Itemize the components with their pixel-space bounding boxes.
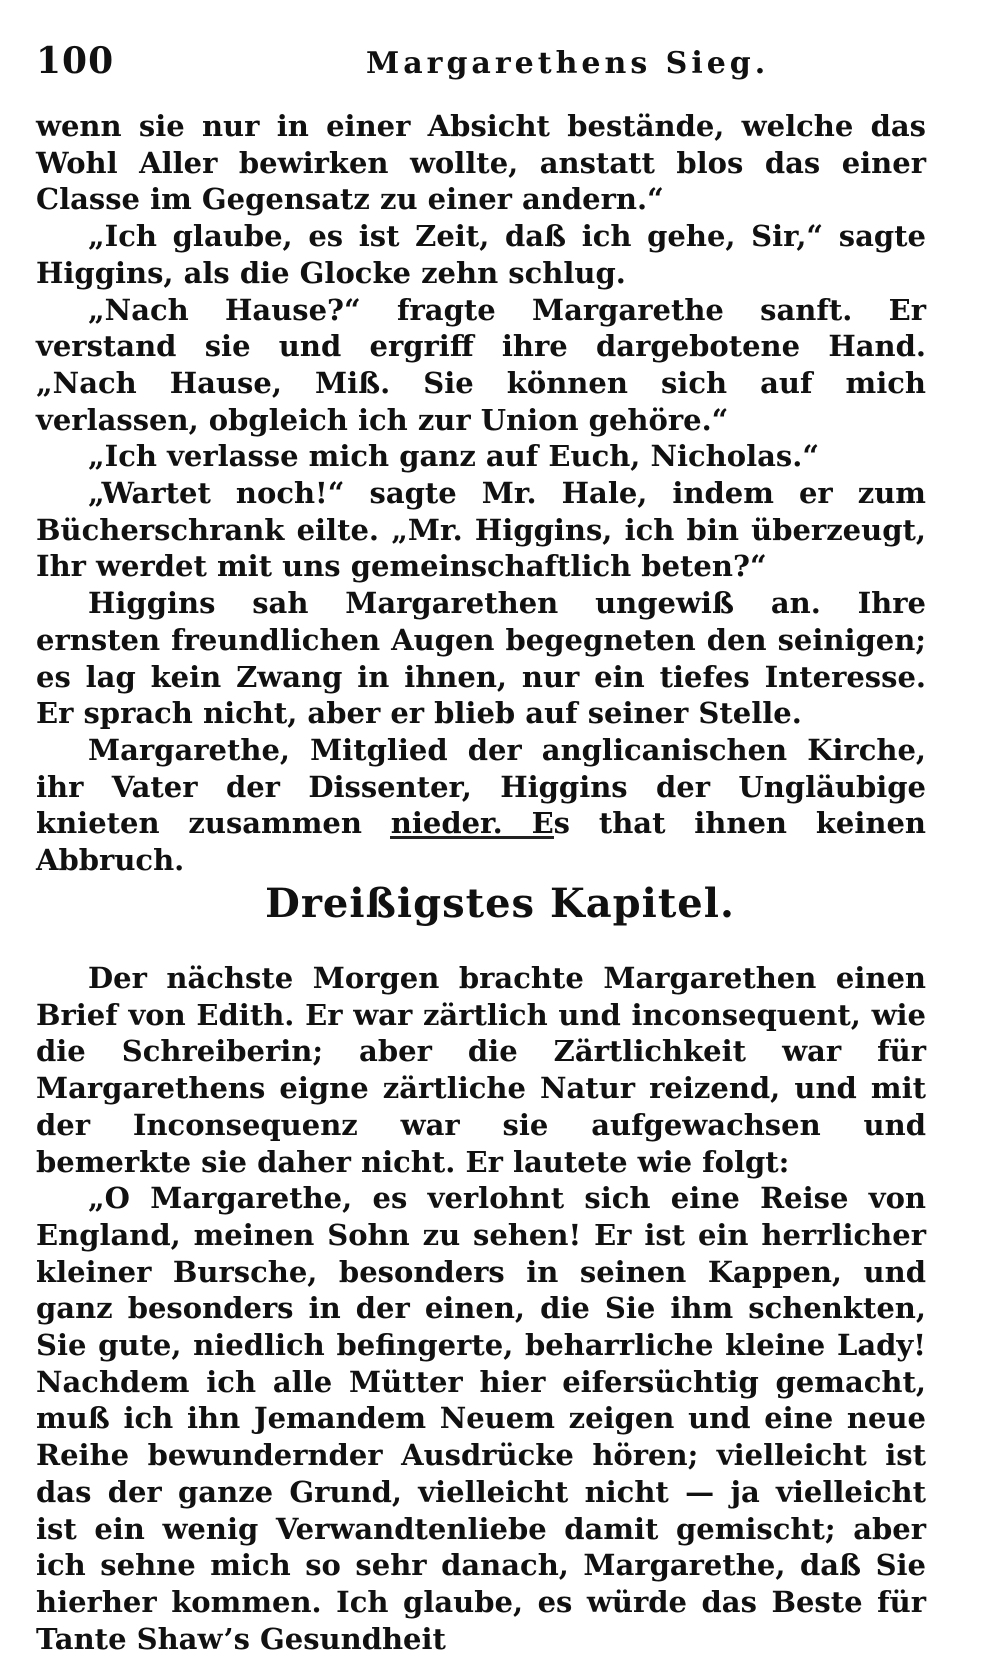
paragraph: Der nächste Morgen brachte Margarethen einen Brief von Edith. Er war zärtlich und inconsequent, wie die Schreiberin; aber die Zärtlichkeit war für Margarethens eigne zärtliche Natur reizend, und mit der Inconsequenz war sie aufgewachsen und bemerkte sie daher nicht. Er lautete wie folgt: <box>36 961 926 1179</box>
chapter-heading: Dreißigstes Kapitel. <box>265 880 735 927</box>
paragraph: Higgins sah Margarethen ungewiß an. Ihre ernsten freundlichen Augen begegneten den seinigen; es lag kein Zwang in ihnen, nur ein tiefes Interesse. Er sprach nicht, aber er blieb auf seiner Stelle. <box>36 586 926 731</box>
text-block-before-chapter <box>36 108 926 879</box>
running-head <box>36 40 940 90</box>
section-divider-rule <box>390 836 554 839</box>
text-block-chapter <box>36 960 926 1657</box>
paragraph: „Wartet noch!“ sagte Mr. Hale, indem er zum Bücherschrank eilte. „Mr. Higgins, ich bin überzeugt, Ihr werdet mit uns gemeinschaftlich beten?“ <box>36 476 926 584</box>
paragraph: Margarethe, Mitglied der anglicanischen Kirche, ihr Vater der Dissenter, Higgins der Ungläubige knieten zusammen nieder. Es that ihnen keinen Abbruch. <box>36 732 926 878</box>
paragraph: „Ich verlasse mich ganz auf Euch, Nicholas.“ <box>88 439 820 474</box>
paragraph: wenn sie nur in einer Absicht bestände, welche das Wohl Aller bewirken wollte, anstatt blos das einer Classe im Gegensatz zu einer andern.“ <box>36 109 926 217</box>
paragraph: „Nach Hause?“ fragte Margarethe sanft. Er verstand sie und ergriff ihre dargebotene Hand. „Nach Hause, Miß. Sie können sich auf mich verlassen, obgleich ich zur Union gehöre.“ <box>36 292 926 437</box>
paragraph: „O Margarethe, es verlohnt sich eine Reise von England, meinen Sohn zu sehen! Er ist ein herrlicher kleiner Bursche, besonders in seinen Kappen, und ganz besonders in der einen, die Sie ihm schenkten, Sie gute, niedlich befingerte, beharrliche kleine Lady! Nachdem ich alle Mütter hier eifersüchtig gemacht, muß ich ihn Jemandem Neuem zeigen und eine neue Reihe bewundernder Ausdrücke hören; vielleicht ist das der ganze Grund, vielleicht nicht — ja vielleicht ist ein wenig Verwandtenliebe damit gemischt; aber ich sehne mich so sehr danach, Margarethe, daß Sie hierher kommen. Ich glaube, es würde das Beste für Tante Shaw’s Gesundheit <box>36 1181 926 1656</box>
page-number: 100 <box>36 40 115 82</box>
paragraph: „Ich glaube, es ist Zeit, daß ich gehe, Sir,“ sagte Higgins, als die Glocke zehn schlug. <box>36 219 926 290</box>
running-title: Margarethens Sieg. <box>366 46 770 81</box>
